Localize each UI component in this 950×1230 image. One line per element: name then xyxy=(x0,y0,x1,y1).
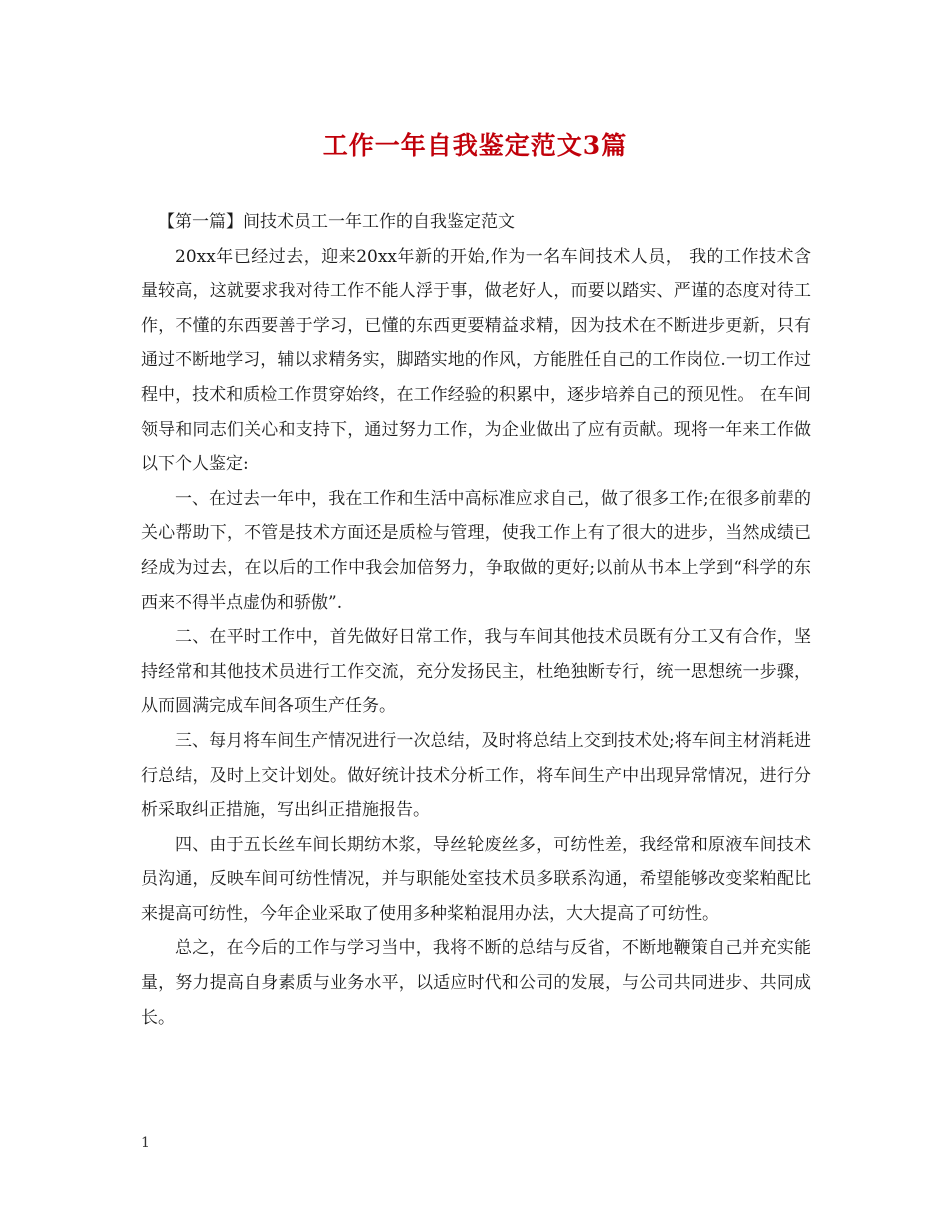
paragraph-point-2: 二、在平时工作中，首先做好日常工作，我与车间其他技术员既有分工又有合作，坚持经常和其他技术员进行工作交流，充分发扬民主，杜绝独断专行，统一思想统一步骤，从而圆满完成车间各项生产任务。 xyxy=(141,627,811,717)
section-heading: 【第一篇】间技术员工一年工作的自我鉴定范文 xyxy=(158,212,515,232)
paragraph-intro: 20xx年已经过去，迎来20xx年新的开始,作为一名车间技术人员， 我的工作技术含量较高，这就要求我对待工作不能人浮于事，做老好人，而要以踏实、严谨的态度对待工作，不懂的东西要善于学习，已懂的东西更要精益求精，因为技术在不断进步更新，只有通过不断地学习，辅以求精务实，脚踏实地的作风，方能胜任自己的工作岗位.一切工作过程中，技术和质检工作贯穿始终，在工作经验的积累中，逐步培养自己的预见性。 在车间领导和同志们关心和支持下，通过努力工作，为企业做出了应有贡献。现将一年来工作做以下个人鉴定: xyxy=(141,246,811,475)
document-title: 工作一年自我鉴定范文3篇 xyxy=(322,131,628,160)
paragraph-point-4: 四、由于五长丝车间长期纺木浆，导丝轮废丝多，可纺性差，我经常和原液车间技术员沟通，反映车间可纺性情况，并与职能处室技术员多联系沟通，希望能够改变桨粕配比来提高可纺性，今年企业采取了使用多种桨粕混用办法，大大提高了可纺性。 xyxy=(141,834,811,924)
page-number: 1 xyxy=(141,1135,150,1151)
paragraph-point-3: 三、每月将车间生产情况进行一次总结，及时将总结上交到技术处;将车间主材消耗进行总结，及时上交计划处。做好统计技术分析工作，将车间生产中出现异常情况，进行分析采取纠正措施，写出纠正措施报告。 xyxy=(141,730,811,821)
document-body xyxy=(141,205,811,1035)
paragraph-conclusion: 总之，在今后的工作与学习当中，我将不断的总结与反省，不断地鞭策自己并充实能量，努力提高自身素质与业务水平，以适应时代和公司的发展，与公司共同进步、共同成长。 xyxy=(141,938,811,1028)
paragraph-point-1: 一、在过去一年中，我在工作和生活中高标准应求自己，做了很多工作;在很多前辈的关心帮助下，不管是技术方面还是质检与管理，使我工作上有了很大的进步，当然成绩已经成为过去，在以后的工作中我会加倍努力，争取做的更好;以前从书本上学到“科学的东西来不得半点虚伪和骄傲”. xyxy=(141,488,811,613)
